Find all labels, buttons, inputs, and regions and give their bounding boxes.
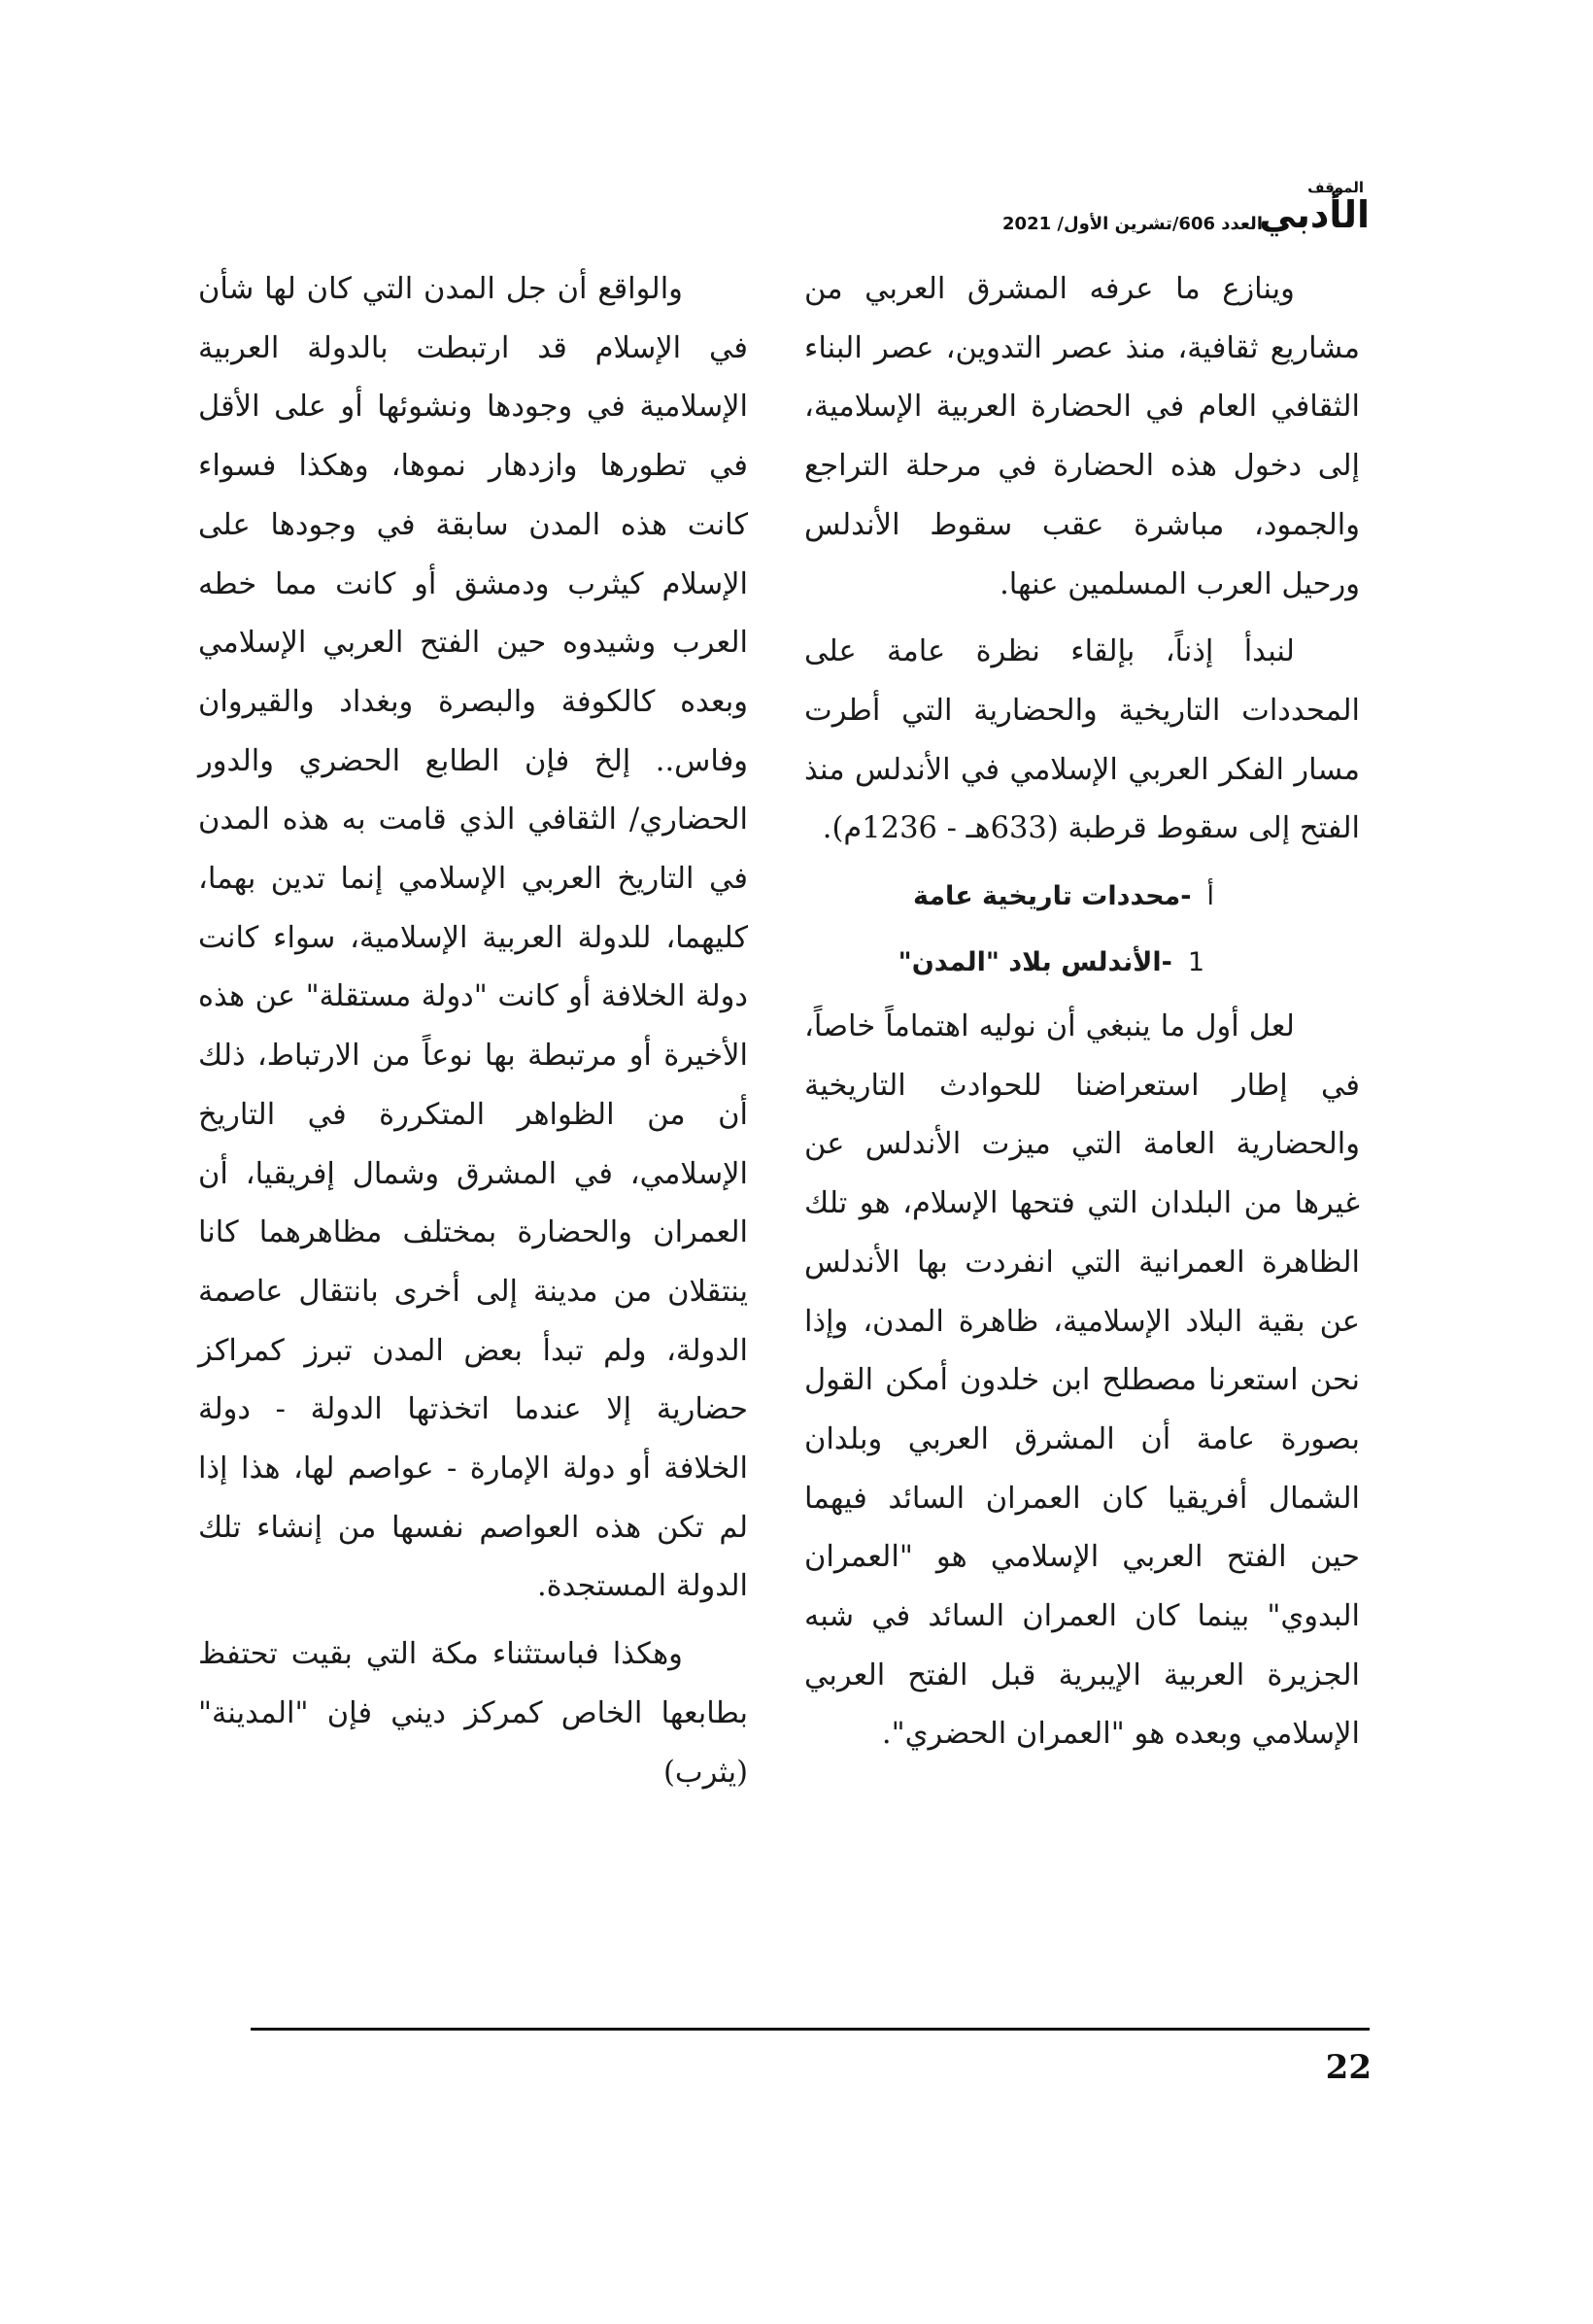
subsection-heading — [804, 934, 1360, 992]
paragraph: وينازع ما عرفه المشرق العربي من مشاريع ثقافية، منذ عصر التدوين، عصر البناء الثقافي العام في الحضارة العربية الإسلامية، إلى دخول هذه الحضارة في مرحلة التراجع والجمود، مباشرة عقب سقوط الأندلس ورحيل العرب المسلمين عنها. — [804, 272, 1360, 601]
left-column — [198, 260, 748, 1811]
paragraph: لنبدأ إذناً، بإلقاء نظرة عامة على المحددات التاريخية والحضارية التي أطرت مسار الفكر العربي الإسلامي في الأندلس منذ الفتح إلى سقوط قرطبة (633هـ - 1236م). — [804, 634, 1360, 846]
masthead — [962, 179, 1370, 243]
heading-text: -الأندلس بلاد "المدن" — [898, 947, 1172, 978]
magazine-logo: الأدبي — [1259, 193, 1370, 236]
right-column — [804, 260, 1360, 1773]
footer-rule — [251, 2028, 1370, 2031]
heading-marker: أ — [1206, 881, 1214, 912]
heading-text: -محددات تاريخية عامة — [912, 881, 1192, 912]
page-number: 22 — [1325, 2048, 1372, 2087]
heading-marker: 1 — [1187, 947, 1204, 978]
section-heading — [804, 868, 1360, 926]
paragraph: وهكذا فباستثناء مكة التي بقيت تحتفظ بطابعها الخاص كمركز ديني فإن "المدينة" (يثرب) — [198, 1637, 748, 1790]
issue-info: العدد 606/تشرين الأول/ 2021 — [1002, 214, 1263, 234]
paragraph: والواقع أن جل المدن التي كان لها شأن في الإسلام قد ارتبطت بالدولة العربية الإسلامية في وجودها ونشوئها أو على الأقل في تطورها وازدهار نموها، وهكذا فسواء كانت هذه المدن سابقة في وجودها على الإسلام كيثرب ودمشق أو كانت مما خطه العرب وشيدوه حين الفتح العربي الإسلامي وبعده كالكوفة والبصرة وبغداد والقيروان وفاس.. إلخ فإن الطابع الحضري والدور الحضاري/ الثقافي الذي قامت به هذه المدن في التاريخ العربي الإسلامي إنما تدين بهما، كليهما، للدولة العربية الإسلامية، سواء كانت دولة الخلافة أو كانت "دولة مستقلة" عن هذه الأخيرة أو مرتبطة بها نوعاً من الارتباط، ذلك أن من الظواهر المتكررة في التاريخ الإسلامي، في المشرق وشمال إفريقيا، أن العمران والحضارة بمختلف مظاهرهما كانا ينتقلان من مدينة إلى أخرى بانتقال عاصمة الدولة، ولم تبدأ بعض المدن تبرز كمراكز حضارية إلا عندما اتخذتها الدولة - دولة الخلافة أو دولة الإمارة - عواصم لها، هذا إذا لم تكن هذه العواصم نفسها من إنشاء تلك الدولة المستجدة. — [198, 272, 748, 1604]
magazine-logo-small: الموقف — [1307, 179, 1364, 196]
paragraph: لعل أول ما ينبغي أن نوليه اهتماماً خاصاً، في إطار استعراضنا للحوادث التاريخية والحضارية العامة التي ميزت الأندلس عن غيرها من البلدان التي فتحها الإسلام، هو تلك الظاهرة العمرانية التي انفردت بها الأندلس عن بقية البلاد الإسلامية، ظاهرة المدن، وإذا نحن استعرنا مصطلح ابن خلدون أمكن القول بصورة عامة أن المشرق العربي وبلدان الشمال أفريقيا كان العمران السائد فيهما حين الفتح العربي الإسلامي هو "العمران البدوي" بينما كان العمران السائد في شبه الجزيرة العربية الإيبرية قبل الفتح العربي الإسلامي وبعده هو "العمران الحضري". — [804, 1009, 1360, 1752]
